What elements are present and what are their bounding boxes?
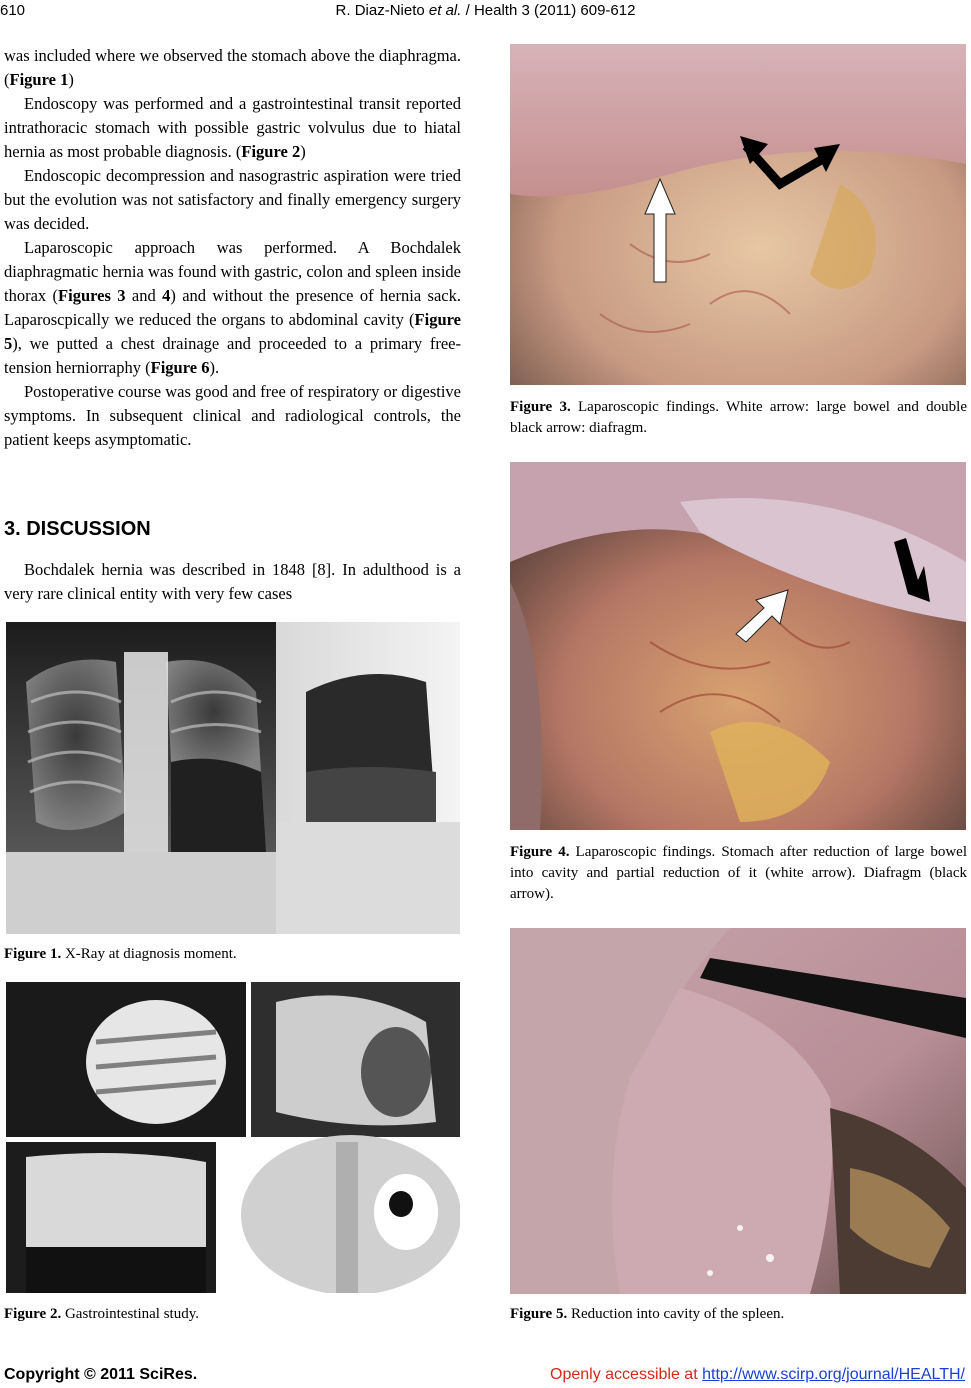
paragraph: Bochdalek hernia was described in 1848 [8]. In adulthood is a very rare clinical entity with very few cases <box>4 560 461 603</box>
paragraph: Postoperative course was good and free of respiratory or digestive symptoms. In subsequent clinical and radiological controls, the patient keeps asymptomatic. <box>4 382 461 449</box>
access-note: Openly accessible at http://www.scirp.org/journal/HEALTH/ <box>550 1366 965 1383</box>
figure-1-xray-image <box>6 622 460 934</box>
paragraph: was included where we observed the stomach above the diaphragma. (Figure 1) <box>4 46 461 89</box>
figure-2-caption: Figure 2. Gastrointestinal study. <box>4 1306 199 1322</box>
figure-5-caption: Figure 5. Reduction into cavity of the spleen. <box>510 1306 785 1322</box>
figure-2-gi-study-image <box>6 982 460 1293</box>
figure-3-laparoscopy-image <box>510 44 966 385</box>
journal-link[interactable]: http://www.scirp.org/journal/HEALTH/ <box>702 1366 965 1383</box>
left-column-text <box>4 44 461 452</box>
paragraph: Endoscopy was performed and a gastrointestinal transit reported intrathoracic stomach with possible gastric volvulus due to hiatal hernia as most probable diagnosis. (Figure 2) <box>4 94 461 161</box>
page-number: 610 <box>0 2 26 19</box>
figure-3-caption: Figure 3. Laparoscopic findings. White arrow: large bowel and double black arrow: diafragm. <box>510 399 968 436</box>
figure-1-caption: Figure 1. X-Ray at diagnosis moment. <box>4 946 237 962</box>
discussion-text <box>4 558 461 606</box>
paragraph: Endoscopic decompression and nasograstric aspiration were tried but the evolution was not satisfactory and finally emergency surgery was decided. <box>4 166 461 233</box>
figure-4-caption: Figure 4. Laparoscopic findings. Stomach after reduction of large bowel into cavity and partial reduction of it (white arrow). Diafragm (black arrow). <box>510 844 968 902</box>
figure-5-laparoscopy-image <box>510 928 966 1294</box>
paragraph: Laparoscopic approach was performed. A Bochdalek diaphragmatic hernia was found with gastric, colon and spleen inside thorax (Figures 3 and 4) and without the presence of hernia sack. Laparoscpically we reduced the organs to abdominal cavity (Figure 5), we putted a chest drainage and proceeded to a primary free-tension herniorraphy (Figure 6). <box>4 238 461 377</box>
copyright: Copyright © 2011 SciRes. <box>4 1366 198 1383</box>
figure-4-laparoscopy-image <box>510 462 966 830</box>
section-heading: 3. DISCUSSION <box>4 518 151 540</box>
running-title: R. Diaz-Nieto et al. / Health 3 (2011) 609-612 <box>335 2 636 19</box>
